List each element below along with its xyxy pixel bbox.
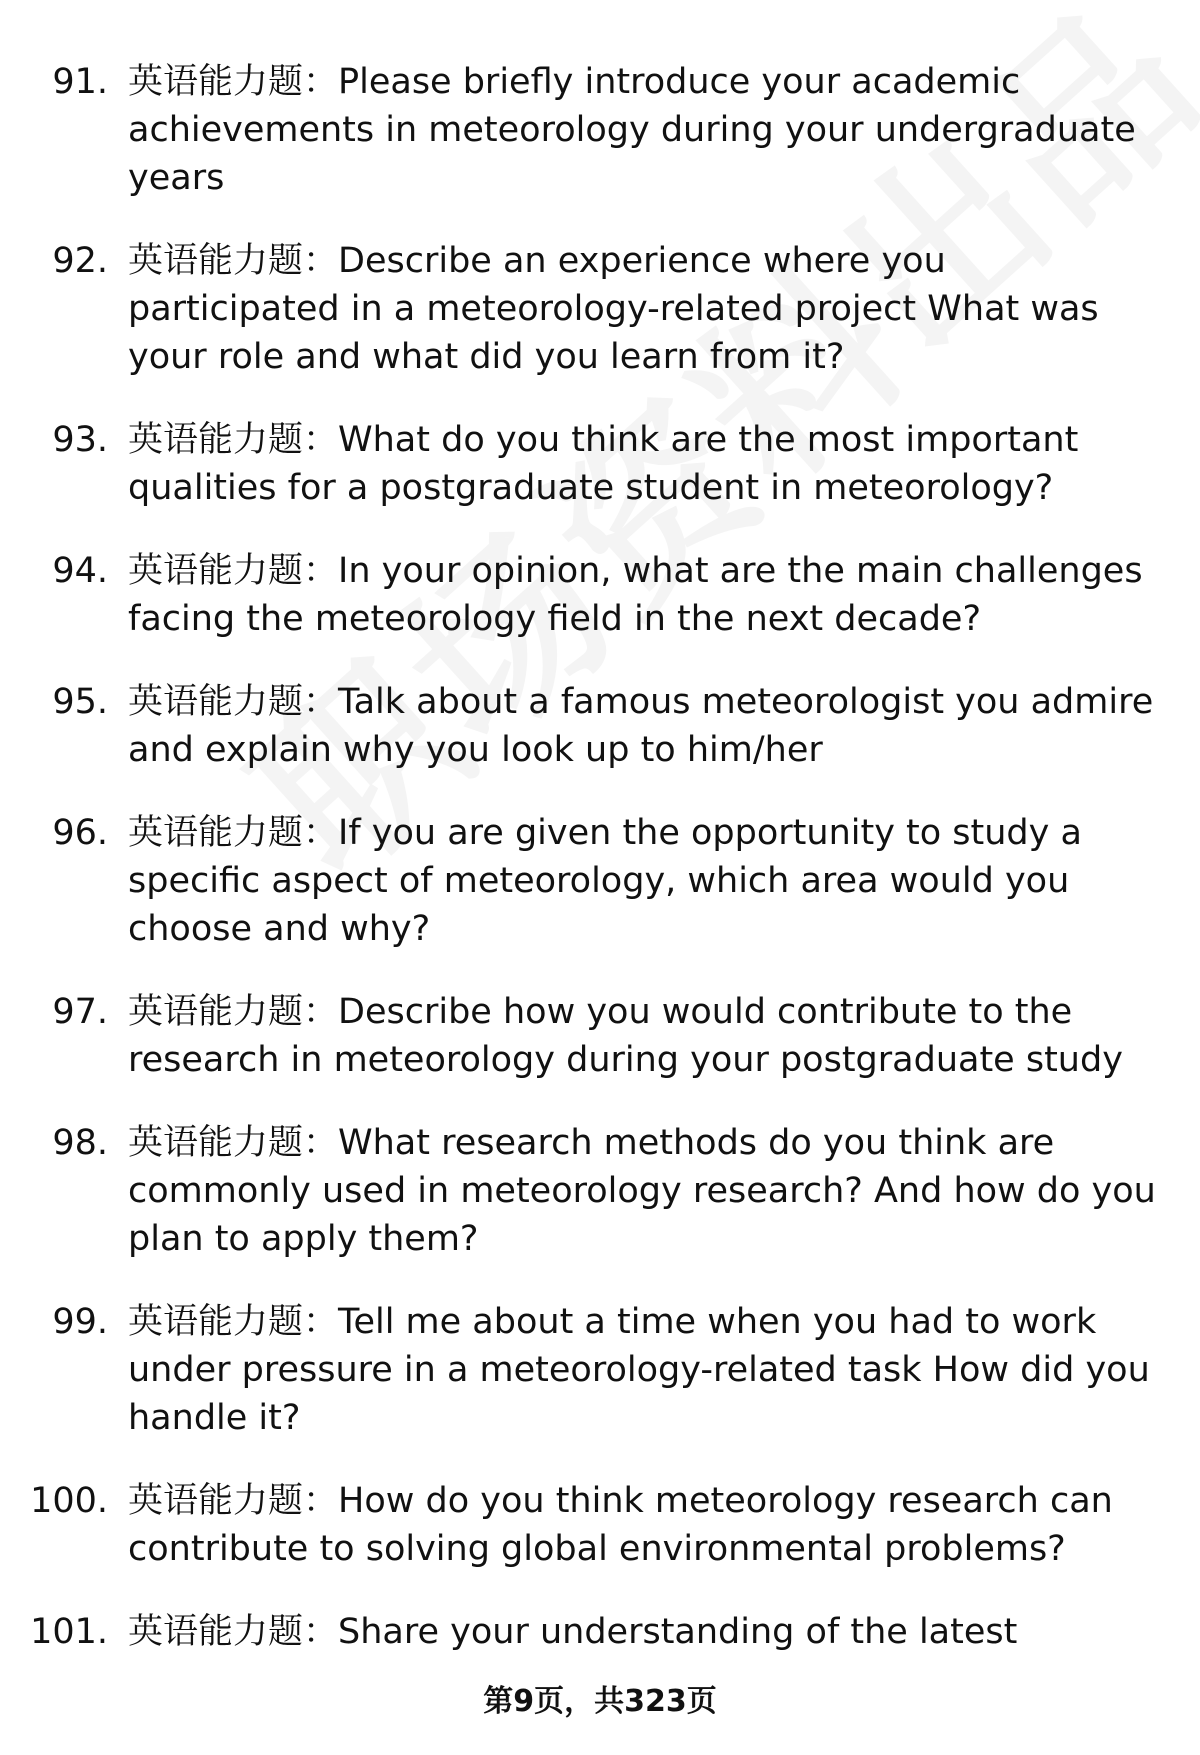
question-number: 100. bbox=[30, 1481, 108, 1521]
question-number: 94. bbox=[52, 551, 108, 591]
page-footer: 第9页，共323页 bbox=[483, 1684, 717, 1719]
question-number: 101. bbox=[30, 1612, 108, 1652]
question-item bbox=[0, 678, 1158, 774]
question-item bbox=[0, 988, 1158, 1084]
question-number: 93. bbox=[52, 420, 108, 460]
question-item bbox=[0, 809, 1158, 953]
question-item bbox=[0, 1298, 1158, 1442]
question-number: 98. bbox=[52, 1123, 108, 1163]
question-list bbox=[0, 58, 1200, 1691]
question-number: 91. bbox=[52, 62, 108, 102]
question-item bbox=[0, 416, 1158, 512]
question-tag: 英语能力题： bbox=[128, 813, 339, 853]
question-item bbox=[0, 58, 1158, 202]
question-tag: 英语能力题： bbox=[128, 420, 339, 460]
question-text: Describe how you would contribute to the research in meteorology during your postgraduate study bbox=[128, 992, 1123, 1080]
question-tag: 英语能力题： bbox=[128, 241, 339, 281]
question-number: 99. bbox=[52, 1302, 108, 1342]
question-tag: 英语能力题： bbox=[128, 1612, 339, 1652]
question-text: How do you think meteorology research can contribute to solving global environmental problems? bbox=[128, 1481, 1113, 1569]
question-text: What do you think are the most important qualities for a postgraduate student in meteorology? bbox=[128, 420, 1079, 508]
question-item bbox=[0, 237, 1158, 381]
question-item bbox=[0, 547, 1158, 643]
question-number: 96. bbox=[52, 813, 108, 853]
question-text: In your opinion, what are the main challenges facing the meteorology field in the next decade? bbox=[128, 551, 1143, 639]
question-text: Describe an experience where you participated in a meteorology-related project What was your role and what did you learn from it? bbox=[128, 241, 1099, 377]
question-tag: 英语能力题： bbox=[128, 1123, 339, 1163]
question-text: Please briefly introduce your academic achievements in meteorology during your undergraduate years bbox=[128, 62, 1136, 198]
question-item bbox=[0, 1477, 1158, 1573]
question-text: If you are given the opportunity to study a specific aspect of meteorology, which area would you choose and why? bbox=[128, 813, 1082, 949]
question-item bbox=[0, 1119, 1158, 1263]
question-tag: 英语能力题： bbox=[128, 62, 339, 102]
question-item bbox=[0, 1608, 1158, 1656]
question-text: Share your understanding of the latest bbox=[338, 1612, 1018, 1652]
question-text: Tell me about a time when you had to work under pressure in a meteorology-related task How did you handle it? bbox=[128, 1302, 1150, 1438]
question-number: 97. bbox=[52, 992, 108, 1032]
question-number: 95. bbox=[52, 682, 108, 722]
question-text: What research methods do you think are commonly used in meteorology research? And how do you plan to apply them? bbox=[128, 1123, 1156, 1259]
question-tag: 英语能力题： bbox=[128, 1302, 339, 1342]
question-text: Talk about a famous meteorologist you admire and explain why you look up to him/her bbox=[128, 682, 1154, 770]
question-number: 92. bbox=[52, 241, 108, 281]
question-tag: 英语能力题： bbox=[128, 551, 339, 591]
question-tag: 英语能力题： bbox=[128, 682, 339, 722]
question-tag: 英语能力题： bbox=[128, 1481, 339, 1521]
question-tag: 英语能力题： bbox=[128, 992, 339, 1032]
